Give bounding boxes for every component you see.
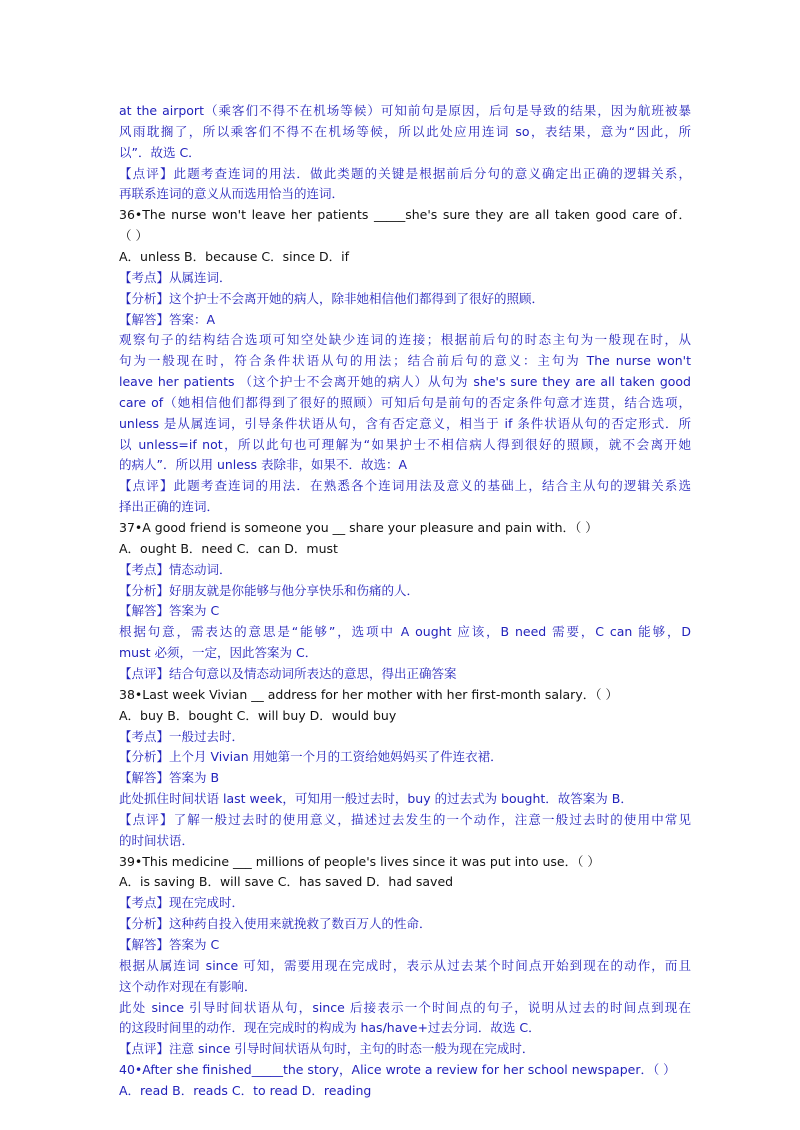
text-line: 根据句意，需表达的意思是“能够”，选项中 A ought 应该，B need 需要，C can 能够，D [119,624,691,640]
text-line: 的这段时间里的动作．现在完成时的构成为 has/have+过去分词．故选 C． [119,1020,541,1036]
text-line: 【解答】答案为 C [119,603,220,619]
text-line: 【考点】情态动词． [119,561,232,577]
text-line: 36•The nurse won't leave her patients _____she's sure they are all taken good care of． [119,207,691,223]
text-line: 【分析】这种药自投入使用来就挽救了数百万人的性命． [119,916,432,932]
text-line: 句为一般现在时，符合条件状语从句的用法；结合前后句的意义：主句为 The nurse won't [119,353,691,369]
text-line: 【分析】好朋友就是你能够与他分享快乐和伤痛的人． [119,582,420,598]
text-line: 【解答】答案为 C [119,937,220,952]
text-line: 以”．故选 C． [119,144,201,160]
text-line: 【点评】结合句意以及情态动词所表达的意思，得出正确答案 [119,665,457,681]
text-line: 【解答】答案为 B [119,770,220,786]
text-line: 37•A good friend is someone you __ share your pleasure and pain with．（ ） [119,520,598,535]
text-line: leave her patients （这个护士不会离开她的病人）从句为 she's sure they are all taken good [119,374,691,390]
text-line: A．unless B．because C．since D．if [119,248,350,264]
text-line: 【点评】注意 since 引导时间状语从句时，主句的时态一般为现在完成时． [119,1041,535,1057]
text-line: （ ） [119,228,148,244]
text-line: 39•This medicine ___ millions of people's lives since it was put into use．（ ） [119,853,600,869]
text-line: 【点评】此题考查连词的用法．做此类题的关键是根据前后分句的意义确定出正确的逻辑关系， [119,165,691,181]
text-line: 择出正确的连词． [119,499,220,515]
text-line: A．buy B．bought C．will buy D．would buy [119,707,397,723]
text-line: 【考点】从属连词． [119,269,232,285]
text-line: 【点评】了解一般过去时的使用意义，描述过去发生的一个动作，注意一般过去时的使用中常见 [119,811,691,827]
text-line: 以 unless=if not，所以此句也可理解为“如果护士不相信病人得到很好的照顾，就不会离开她 [119,436,691,452]
text-line: 风雨耽搁了，所以乘客们不得不在机场等候，所以此处应用连词 so，表结果，意为“因此，所 [119,123,691,139]
text-line: 此处 since 引导时间状语从句，since 后接表示一个时间点的句子，说明从过去的时间点到现在 [119,999,691,1015]
text-line: 的时间状语． [119,832,195,848]
text-line: 的病人”．所以用 unless 表除非，如果不．故选：A [119,457,408,473]
text-line: 根据从属连词 since 可知，需要用现在完成时，表示从过去某个时间点开始到现在的动作，而且 [119,957,691,973]
text-line: 这个动作对现在有影响． [119,978,257,994]
text-line: 再联系连词的意义从而选用恰当的连词． [119,186,345,202]
text-line: must 必须，一定，因此答案为 C． [119,645,318,661]
text-line: 此处抓住时间状语 last week，可知用一般过去时，buy 的过去式为 bought．故答案为 B． [119,791,633,807]
text-line: 【考点】现在完成时． [119,895,245,911]
text-line: 【考点】一般过去时． [119,728,245,744]
text-line: 【解答】答案：A [119,311,216,327]
text-line: A．is saving B．will save C．has saved D．had saved [119,874,454,890]
text-line: care of（她相信他们都得到了很好的照顾）可知后句是前句的否定条件句意才连贯，结合选项， [119,394,691,410]
text-line: 38•Last week Vivian __ address for her mother with her first-month salary．（ ） [119,686,618,702]
text-line: 【分析】上个月 Vivian 用她第一个月的工资给她妈妈买了件连衣裙． [119,749,503,765]
text-line: 【点评】此题考查连词的用法．在熟悉各个连词用法及意义的基础上，结合主从句的逻辑关系选 [119,478,691,494]
text-line: 40•After she finished_____the story，Alice wrote a review for her school newspaper．（ ） [119,1062,676,1078]
text-line: at the airport（乘客们不得不在机场等候）可知前句是原因，后句是导致的结果，因为航班被暴 [119,103,691,118]
text-line: 观察句子的结构结合选项可知空处缺少连词的连接；根据前后句的时态主句为一般现在时，从 [119,332,691,348]
text-line: A．ought B．need C．can D．must [119,540,338,556]
text-line: unless 是从属连词，引导条件状语从句，含有否定意义，相当于 if 条件状语从句的否定形式．所 [119,415,691,431]
text-line: 【分析】这个护士不会离开她的病人，除非她相信他们都得到了很好的照顾． [119,290,545,306]
text-line: A．read B．reads C．to read D．reading [119,1082,372,1098]
